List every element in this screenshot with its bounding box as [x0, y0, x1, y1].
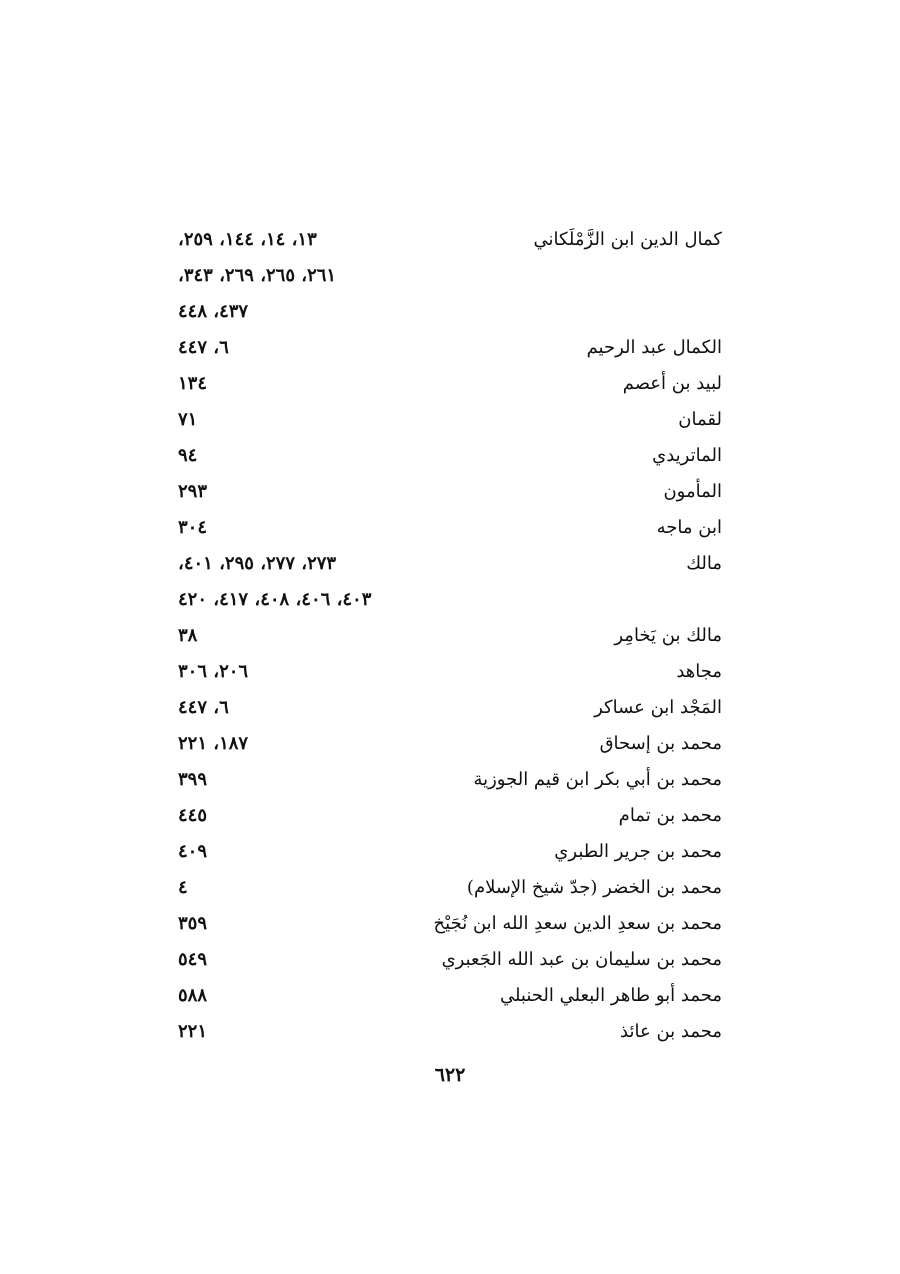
entry-pages: ٤٠٣، ٤٠٦، ٤٠٨، ٤١٧، ٤٢٠ — [178, 589, 372, 610]
entry-name: مجاهد — [676, 661, 722, 682]
entry-name: لبيد بن أعصم — [622, 373, 722, 394]
entry-pages: ٧١ — [178, 409, 198, 430]
entry-name: كمال الدين ابن الزَّمْلَكاني — [533, 229, 722, 250]
entry-pages: ٢٠٦، ٣٠٦ — [178, 661, 249, 682]
entry-name: محمد بن أبي بكر ابن قيم الجوزية — [473, 769, 722, 790]
entry-pages: ٩٤ — [178, 445, 198, 466]
index-entry — [0, 834, 900, 870]
index-entry — [0, 726, 900, 762]
entry-pages: ٥٤٩ — [178, 949, 208, 970]
entry-name: ابن ماجه — [656, 517, 722, 538]
entry-name: محمد بن الخضر (جدّ شيخ الإسلام) — [466, 877, 722, 898]
index-entry — [0, 870, 900, 906]
index-entry — [0, 582, 900, 618]
index-entry — [0, 402, 900, 438]
entry-pages: ٥٨٨ — [178, 985, 208, 1006]
index-entry — [0, 906, 900, 942]
index-entry — [0, 258, 900, 294]
entry-pages: ٣٥٩ — [178, 913, 208, 934]
entry-pages: ١٨٧، ٢٢١ — [178, 733, 249, 754]
index-entry — [0, 330, 900, 366]
entry-pages: ٢٦١، ٢٦٥، ٢٦٩، ٣٤٣، — [178, 265, 337, 286]
entry-name: محمد بن إسحاق — [599, 733, 722, 754]
entry-pages: ٤ — [178, 877, 188, 898]
entry-name: محمد بن تمام — [618, 805, 722, 826]
entry-name: محمد بن عائذ — [620, 1021, 722, 1042]
index-entry — [0, 438, 900, 474]
entry-pages: ٣٩٩ — [178, 769, 208, 790]
index-list — [0, 222, 900, 1050]
entry-name: محمد بن جرير الطبري — [554, 841, 722, 862]
entry-pages: ١٣، ١٤، ١٤٤، ٢٥٩، — [178, 229, 317, 250]
entry-name: محمد بن سليمان بن عبد الله الجَعبري — [441, 949, 722, 970]
entry-pages: ٢٩٣ — [178, 481, 208, 502]
entry-name: المأمون — [663, 481, 722, 502]
entry-name: محمد أبو طاهر البعلي الحنبلي — [499, 985, 722, 1006]
index-entry — [0, 510, 900, 546]
index-entry — [0, 942, 900, 978]
entry-pages: ٣٨ — [178, 625, 198, 646]
entry-name: الكمال عبد الرحيم — [586, 337, 722, 358]
entry-name: المَجْد ابن عساكر — [594, 697, 722, 718]
entry-pages: ٤٤٥ — [178, 805, 208, 826]
index-entry — [0, 294, 900, 330]
index-entry — [0, 618, 900, 654]
index-entry — [0, 798, 900, 834]
index-entry — [0, 366, 900, 402]
page-number: ٦٢٢ — [434, 1064, 466, 1086]
index-entry — [0, 546, 900, 582]
entry-name: مالك بن يَخامِر — [614, 625, 722, 646]
index-entry — [0, 222, 900, 258]
entry-name: لقمان — [678, 409, 722, 430]
entry-pages: ٢٢١ — [178, 1021, 208, 1042]
entry-pages: ٦، ٤٤٧ — [178, 337, 229, 358]
entry-pages: ٣٠٤ — [178, 517, 208, 538]
entry-name: مالك — [686, 553, 722, 574]
entry-pages: ٦، ٤٤٧ — [178, 697, 229, 718]
entry-name: الماتريدي — [652, 445, 722, 466]
index-entry — [0, 654, 900, 690]
index-entry — [0, 474, 900, 510]
entry-pages: ٢٧٣، ٢٧٧، ٢٩٥، ٤٠١، — [178, 553, 337, 574]
entry-name: محمد بن سعدِ الدين سعدِ الله ابن نُجَيْخ — [433, 913, 722, 934]
index-entry — [0, 1014, 900, 1050]
entry-pages: ١٣٤ — [178, 373, 208, 394]
index-entry — [0, 690, 900, 726]
entry-pages: ٤٠٩ — [178, 841, 208, 862]
entry-pages: ٤٣٧، ٤٤٨ — [178, 301, 249, 322]
index-entry — [0, 978, 900, 1014]
index-entry — [0, 762, 900, 798]
